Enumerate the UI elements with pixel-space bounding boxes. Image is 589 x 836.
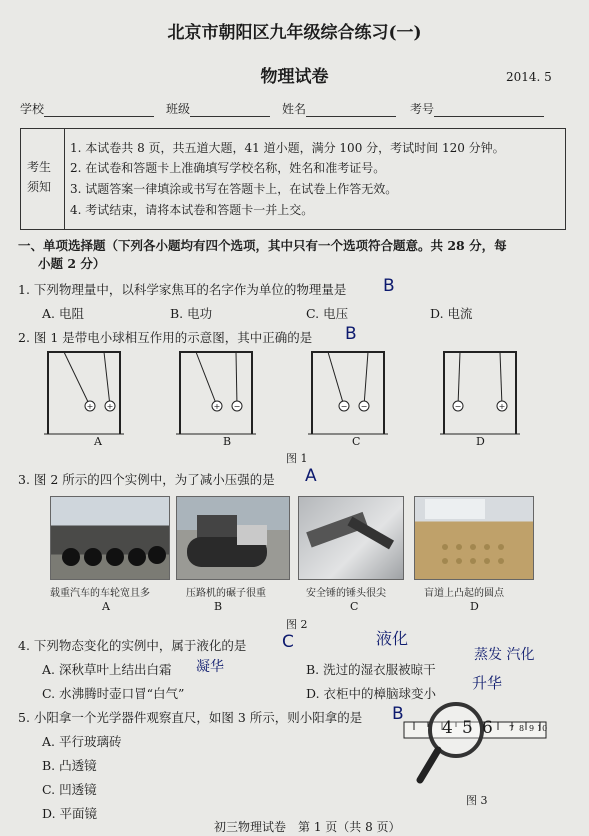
- q3-answer: A: [305, 466, 317, 486]
- q4-option-c: C. 水沸腾时壶口冒“白气”: [42, 686, 185, 701]
- svg-text:−: −: [233, 402, 241, 411]
- q1-option-d: D. 电流: [430, 306, 473, 321]
- q4-answer: C: [282, 632, 294, 652]
- photo-roller: [176, 496, 290, 580]
- page-footer: 初三物理试卷 第 1 页（共 8 页）: [214, 820, 401, 834]
- q5-option-a: A. 平行玻璃砖: [42, 734, 122, 749]
- q2-answer: B: [345, 324, 357, 344]
- svg-text:+: +: [106, 402, 114, 411]
- figure-3-magnifier: [400, 700, 550, 790]
- exam-date: 2014. 5: [506, 70, 552, 84]
- fig2-caption: 图 2: [286, 618, 308, 631]
- fig2-caption-b: 压路机的碾子很重: [186, 588, 266, 599]
- svg-text:−: −: [340, 402, 348, 411]
- field-exam-no: 考号: [410, 100, 544, 117]
- svg-text:−: −: [454, 402, 462, 411]
- q1-option-b: B. 电功: [170, 306, 213, 321]
- figure-1-diagram: [40, 346, 530, 436]
- fig3-tick-7: 7: [509, 724, 515, 733]
- fig1-label-b: B: [223, 435, 232, 448]
- fig3-caption: 图 3: [466, 794, 488, 807]
- notice-item-3: 3. 试题答案一律填涂或书写在答题卡上，在试卷上作答无效。: [70, 182, 398, 196]
- notice-item-1: 1. 本试卷共 8 页，共五道大题，41 道小题，满分 100 分，考试时间 120 分钟。: [70, 141, 505, 155]
- q1-option-a: A. 电阻: [42, 306, 84, 321]
- field-class: 班级: [166, 100, 270, 117]
- q4-option-d: D. 衣柜中的樟脑球变小: [306, 686, 437, 701]
- q3-stem: 3. 图 2 所示的四个实例中，为了减小压强的是: [18, 472, 275, 487]
- fig2-label-d: D: [470, 600, 479, 613]
- q1-option-c: C. 电压: [306, 306, 349, 321]
- notice-label-top: 考生: [27, 160, 52, 174]
- fig3-tick-9: 9: [529, 724, 535, 733]
- q4-stem: 4. 下列物态变化的实例中，属于液化的是: [18, 638, 247, 653]
- fig3-tick-8: 8: [519, 724, 525, 733]
- q1-stem: 1. 下列物理量中，以科学家焦耳的名字作为单位的物理量是: [18, 282, 347, 297]
- svg-text:−: −: [360, 402, 368, 411]
- section-heading-2: 小题 2 分）: [38, 256, 106, 271]
- exam-title: 北京市朝阳区九年级综合练习(一): [167, 23, 422, 43]
- photo-hammer: [298, 496, 404, 580]
- fig2-label-b: B: [214, 600, 223, 613]
- fig1-label-d: D: [476, 435, 485, 448]
- exam-subtitle: 物理试卷: [260, 67, 329, 87]
- fig3-tick-10: 10: [537, 724, 548, 733]
- q1-answer: B: [383, 276, 395, 296]
- fig2-label-c: C: [350, 600, 359, 613]
- field-school: 学校: [20, 100, 154, 117]
- q4-note-evaporation: 蒸发 汽化: [474, 647, 535, 663]
- q5-option-d: D. 平面镜: [42, 806, 98, 821]
- q4-note-deposition: 凝华: [196, 659, 224, 675]
- q2-stem: 2. 图 1 是带电小球相互作用的示意图，其中正确的是: [18, 330, 313, 345]
- fig1-caption: 图 1: [286, 452, 308, 465]
- fig2-caption-a: 载重汽车的车轮宽且多: [50, 588, 150, 599]
- svg-text:+: +: [86, 402, 94, 411]
- notice-item-4: 4. 考试结束，请将本试卷和答题卡一并上交。: [70, 203, 314, 217]
- fig2-caption-c: 安全锤的锤头很尖: [306, 588, 386, 599]
- field-name: 姓名: [282, 100, 396, 117]
- photo-tactile-paving: [414, 496, 534, 580]
- fig3-tick-5: 5: [462, 718, 473, 738]
- fig1-label-a: A: [94, 435, 102, 448]
- section-heading: 一、单项选择题（下列各小题均有四个选项，其中只有一个选项符合题意。共 28 分，每: [18, 238, 507, 253]
- fig3-tick-6: 6: [482, 718, 493, 738]
- fig2-caption-d: 盲道上凸起的圆点: [424, 588, 504, 599]
- fig2-label-a: A: [102, 600, 110, 613]
- q5-option-b: B. 凸透镜: [42, 758, 97, 773]
- q4-note-sublimation: 升华: [472, 674, 503, 692]
- photo-truck: [50, 496, 170, 580]
- q4-note-liquefaction: 液化: [376, 629, 409, 648]
- q5-stem: 5. 小阳拿一个光学器件观察直尺，如图 3 所示，则小阳拿的是: [18, 710, 363, 725]
- q4-option-a: A. 深秋草叶上结出白霜: [42, 662, 172, 677]
- q4-option-b: B. 洗过的湿衣服被晾干: [306, 662, 436, 677]
- svg-text:+: +: [213, 402, 221, 411]
- q5-option-c: C. 凹透镜: [42, 782, 97, 797]
- q5-answer: B: [392, 704, 404, 724]
- fig3-tick-4: 4: [442, 718, 453, 738]
- notice-label-bottom: 须知: [27, 180, 52, 194]
- fig1-label-c: C: [352, 435, 361, 448]
- notice-item-2: 2. 在试卷和答题卡上准确填写学校名称，姓名和准考证号。: [70, 161, 386, 175]
- svg-text:+: +: [498, 402, 506, 411]
